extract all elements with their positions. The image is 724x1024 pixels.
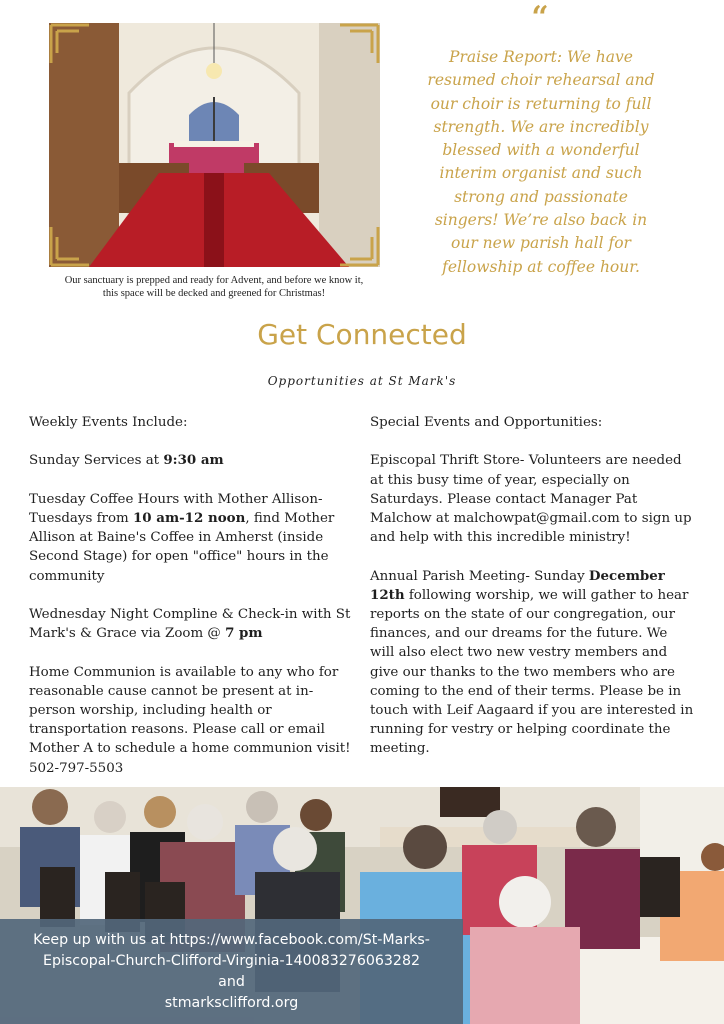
tuesday-time: 10 am-12 noon — [132, 509, 246, 526]
meeting-details: following worship, we will gather to hear reports on the state of our congregation, our finances, and our dreams for the future. We will also elect two new vestry members and give our thanks to the two members who are coming to the end of their terms. Please be in touch with Leif Aagaard if you are interested in running for vestry or helping coordinate the meeting. — [370, 587, 694, 757]
wednesday-compline — [29, 605, 351, 643]
footer-text — [0, 930, 463, 1014]
section-title: Get Connected — [257, 318, 467, 351]
special-events-column — [370, 413, 695, 778]
tuesday-label: Tuesday Coffee Hours with Mother Allison- Tuesdays from — [29, 491, 323, 526]
section-subtitle: Opportunities at St Mark's — [267, 374, 457, 388]
sunday-label: Sunday Services at — [29, 453, 164, 469]
website-link[interactable]: stmarksclifford.org — [164, 995, 299, 1011]
photo-caption: Our sanctuary is prepped and ready for Advent, and before we know it, this space will be decked and greened for Christmas! — [64, 275, 364, 299]
footer-and: and — [218, 974, 245, 990]
special-heading: Special Events and Opportunities: — [370, 415, 603, 430]
home-communion: Home Communion is available to any who for reasonable cause cannot be present at in-person worship, including health or transportation reasons. Please call or email Mother A to schedule a home communion visit! 502-797-5503 — [29, 664, 351, 776]
meeting-label: Annual Parish Meeting- Sunday — [370, 568, 589, 584]
tuesday-details: , find Mother Allison at Baine's Coffee in Amherst (inside Second Stage) for open "office" hours in the community — [29, 510, 335, 584]
tuesday-coffee — [29, 490, 351, 586]
weekly-events-column — [29, 413, 351, 797]
facebook-link[interactable]: Keep up with us at https://www.facebook.com/St-Marks-Episcopal-Church-Clifford-Virginia-140083276063282 — [33, 932, 430, 969]
wednesday-time: 7 pm — [225, 625, 263, 642]
weekly-heading: Weekly Events Include: — [29, 415, 188, 430]
praise-report: Praise Report: We have resumed choir rehearsal and our choir is returning to full strength. We are incredibly blessed with a wonderful interim organist and such strong and passionate singers! We’re also back in our new parish hall for fellowship at coffee hour. — [427, 48, 655, 276]
sanctuary-photo — [49, 23, 380, 267]
parish-meeting — [370, 567, 695, 759]
meeting-date: December 12th — [370, 567, 665, 603]
wednesday-label: Wednesday Night Compline & Check-in with St Mark's & Grace via Zoom @ — [29, 606, 351, 642]
quote-icon: “ — [531, 0, 549, 35]
sunday-time: 9:30 am — [163, 452, 224, 469]
thrift-store: Episcopal Thrift Store- Volunteers are needed at this busy time of year, especially on Saturdays. Please contact Manager Pat Malchow at malchowpat@gmail.com to sign up and help with this incredible ministry! — [370, 453, 692, 546]
sunday-services — [29, 451, 351, 470]
